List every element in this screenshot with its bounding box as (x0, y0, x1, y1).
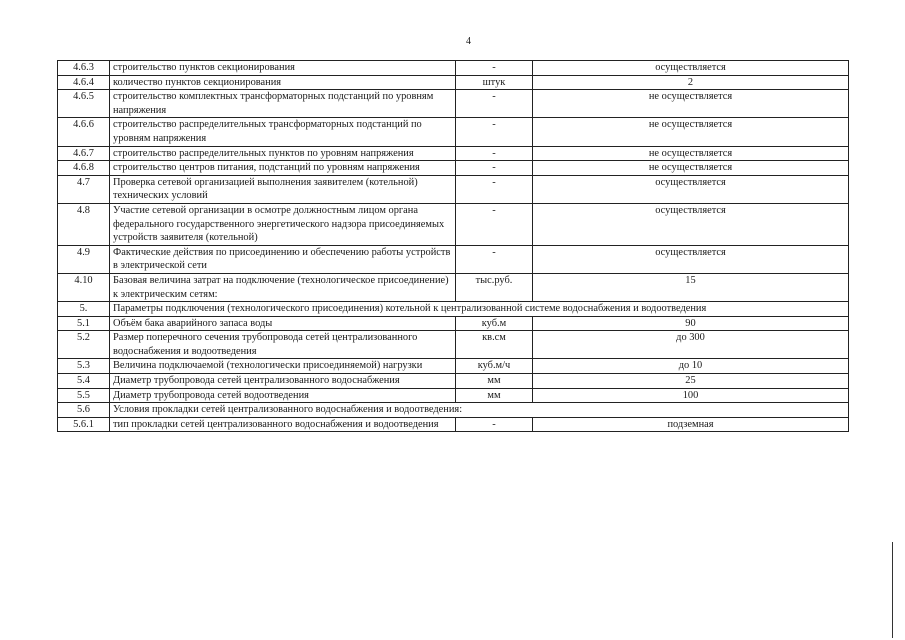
item-value: подземная (533, 417, 849, 432)
item-description: Величина подключаемой (технологически присоединяемой) нагрузки (110, 359, 456, 374)
item-number: 4.8 (58, 203, 110, 245)
table-row (58, 388, 849, 403)
item-value: не осуществляется (533, 90, 849, 118)
table-row (58, 245, 849, 273)
table-row (58, 118, 849, 146)
item-unit: - (456, 175, 533, 203)
item-value: 2 (533, 75, 849, 90)
table-row (58, 175, 849, 203)
item-unit: - (456, 90, 533, 118)
item-value: не осуществляется (533, 161, 849, 176)
item-number: 4.6.3 (58, 61, 110, 76)
item-value: до 300 (533, 331, 849, 359)
item-unit: штук (456, 75, 533, 90)
item-description: Размер поперечного сечения трубопровода сетей централизованного водоснабжения и водоотведения (110, 331, 456, 359)
table-body (58, 61, 849, 432)
item-value: 15 (533, 273, 849, 301)
item-value: 90 (533, 316, 849, 331)
parameters-table (57, 60, 849, 432)
item-unit: - (456, 161, 533, 176)
table-row (58, 331, 849, 359)
item-description: строительство центров питания, подстанций по уровням напряжения (110, 161, 456, 176)
item-unit: тыс.руб. (456, 273, 533, 301)
item-number: 4.6.6 (58, 118, 110, 146)
item-unit: мм (456, 388, 533, 403)
item-description: тип прокладки сетей централизованного водоснабжения и водоотведения (110, 417, 456, 432)
item-description: строительство пунктов секционирования (110, 61, 456, 76)
item-number: 5.2 (58, 331, 110, 359)
item-number: 4.10 (58, 273, 110, 301)
item-unit: мм (456, 374, 533, 389)
item-description: Базовая величина затрат на подключение (технологическое присоединение) к электрическим сетям: (110, 273, 456, 301)
item-number: 4.6.5 (58, 90, 110, 118)
item-description: Проверка сетевой организацией выполнения заявителем (котельной) технических условий (110, 175, 456, 203)
item-description: Диаметр трубопровода сетей водоотведения (110, 388, 456, 403)
item-value: осуществляется (533, 245, 849, 273)
table-row (58, 359, 849, 374)
item-description: Диаметр трубопровода сетей централизованного водоснабжения (110, 374, 456, 389)
item-value: не осуществляется (533, 146, 849, 161)
item-number: 4.6.8 (58, 161, 110, 176)
item-unit: - (456, 417, 533, 432)
item-number: 4.9 (58, 245, 110, 273)
item-number: 4.6.7 (58, 146, 110, 161)
table-row (58, 61, 849, 76)
item-unit: - (456, 118, 533, 146)
table-row (58, 75, 849, 90)
scan-edge-line (892, 542, 893, 638)
item-value: осуществляется (533, 61, 849, 76)
item-description: Фактические действия по присоединению и обеспечению работы устройств в электрической сети (110, 245, 456, 273)
item-value: осуществляется (533, 175, 849, 203)
item-value: 100 (533, 388, 849, 403)
item-description: строительство распределительных трансформаторных подстанций по уровням напряжения (110, 118, 456, 146)
item-description: Участие сетевой организации в осмотре должностным лицом органа федерального государственного энергетического надзора присоединяемых устройств заявителя (котельной) (110, 203, 456, 245)
table-row (58, 146, 849, 161)
item-unit: куб.м (456, 316, 533, 331)
item-description: количество пунктов секционирования (110, 75, 456, 90)
section-row (58, 302, 849, 317)
table-row (58, 316, 849, 331)
item-value: осуществляется (533, 203, 849, 245)
table-row (58, 161, 849, 176)
item-number: 5.6.1 (58, 417, 110, 432)
item-number: 5.4 (58, 374, 110, 389)
item-number: 5.3 (58, 359, 110, 374)
item-value: до 10 (533, 359, 849, 374)
item-unit: - (456, 61, 533, 76)
table-row (58, 417, 849, 432)
section-number: 5. (58, 302, 110, 317)
table-row (58, 374, 849, 389)
item-unit: кв.см (456, 331, 533, 359)
item-number: 5.1 (58, 316, 110, 331)
item-description: строительство комплектных трансформаторных подстанций по уровням напряжения (110, 90, 456, 118)
table-row (58, 203, 849, 245)
table-row (58, 273, 849, 301)
item-unit: - (456, 203, 533, 245)
item-number: 4.7 (58, 175, 110, 203)
item-unit: - (456, 146, 533, 161)
item-description: Объём бака аварийного запаса воды (110, 316, 456, 331)
item-value: не осуществляется (533, 118, 849, 146)
section-row (58, 403, 849, 418)
section-title: Условия прокладки сетей централизованного водоснабжения и водоотведения: (110, 403, 849, 418)
item-number: 4.6.4 (58, 75, 110, 90)
item-description: строительство распределительных пунктов по уровням напряжения (110, 146, 456, 161)
page-number: 4 (466, 36, 471, 47)
table-row (58, 90, 849, 118)
section-number: 5.6 (58, 403, 110, 418)
item-unit: - (456, 245, 533, 273)
item-value: 25 (533, 374, 849, 389)
item-number: 5.5 (58, 388, 110, 403)
item-unit: куб.м/ч (456, 359, 533, 374)
section-title: Параметры подключения (технологического присоединения) котельной к централизованной системе водоснабжения и водоотведения (110, 302, 849, 317)
